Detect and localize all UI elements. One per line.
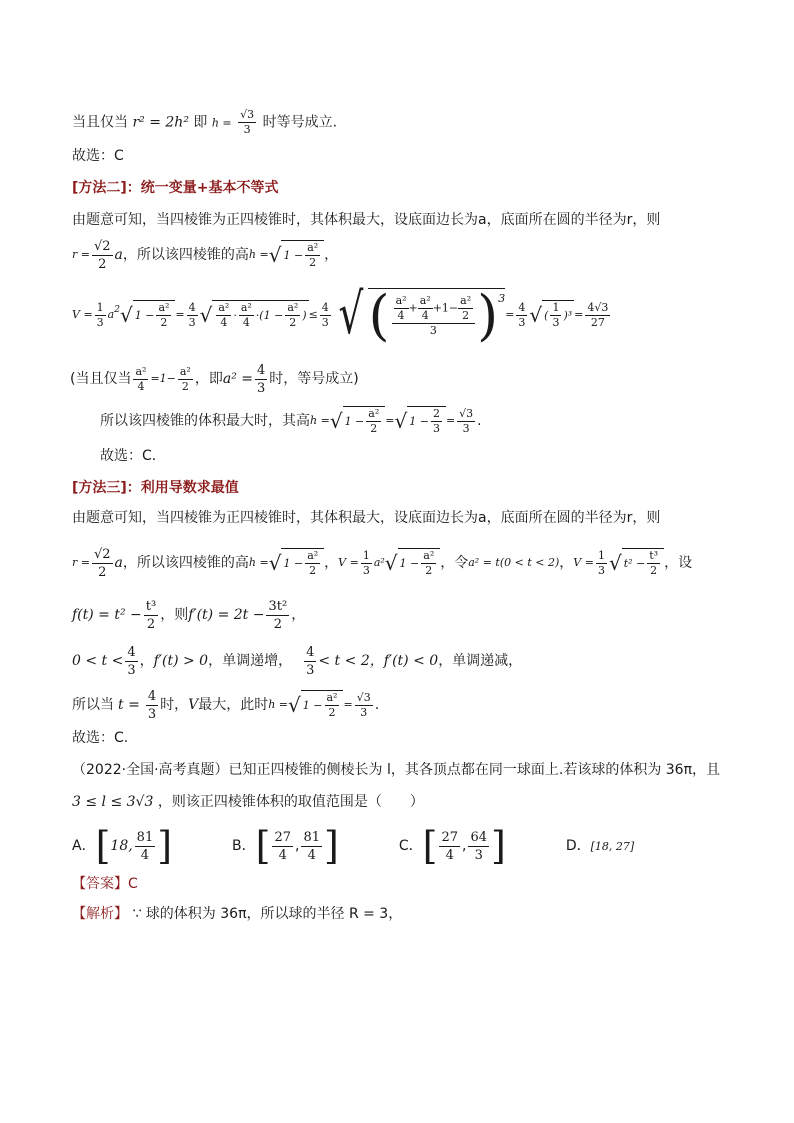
sqrt: √ 1 − $\frac{\text{a²}}{2}$ (269, 548, 324, 578)
option-a: A．[18, $\frac{81}{4}$ ] (72, 824, 173, 868)
choice-line: 故选：C. (72, 730, 129, 746)
fraction: $\frac{√3}{3}$ (356, 690, 371, 719)
math: =1− (150, 372, 176, 385)
method-three-heading: [方法三]：利用导数求最值 (72, 480, 239, 496)
answer-label: 【答案】C (72, 876, 138, 892)
text: . (477, 413, 482, 429)
math: = (505, 308, 515, 321)
paragraph: 由题意可知，当四棱锥为正四棱锥时，其体积最大，设底面边长为a，底面所在圆的半径为r，则 (72, 510, 661, 526)
fraction: $\frac{4√3}{27}$ (587, 300, 609, 329)
question-condition (72, 792, 734, 812)
choice-line: 故选：C． (100, 448, 166, 464)
fraction: $\frac{4}{3}$ (256, 362, 266, 396)
text: . (374, 697, 380, 713)
question-text: （2022·全国·高考真题）已知正四棱锥的侧棱长为 l，其各顶点都在同一球面上.若该球的体积为 36π，且 (72, 762, 721, 778)
text: ，则 (160, 607, 189, 623)
sqrt: √ 1 − $\frac{\text{a²}}{2}$ (120, 300, 175, 330)
math: t = (118, 697, 140, 713)
fraction: $\frac{4}{3}$ (518, 300, 526, 329)
choice-line: 故选：C (72, 148, 124, 164)
analysis-line (72, 904, 734, 924)
math: V = (72, 308, 93, 321)
math: 0 < t < (72, 653, 124, 669)
setup-line: r = $\frac{√2}{2}$ a ，所以该四棱锥的高 h = √ 1 − $\frac{\text{a²}}{2}$ ， V = $\frac{1}{3}$ a² √ 1 − $\frac{\text{a²}}{2}$ ，令 a² = t(0 < t < 2) ， V = $\frac{1}{3}$ √ t² − $\frac{\text{t³}}{2}$ ，设 (72, 546, 693, 580)
text: 所以该四棱锥的体积最大时，其高 (100, 413, 310, 429)
fraction: $\frac{1}{3}$ (362, 548, 370, 577)
math: = (175, 308, 185, 321)
option-b: B．[ $\frac{27}{4}$ , $\frac{81}{4}$ ] (232, 824, 339, 868)
fraction: $\frac{4}{3}$ (321, 300, 329, 329)
fraction: $\frac{√2}{2}$ (93, 238, 111, 272)
text: (当且仅当 (70, 371, 132, 387)
math: a² = (222, 371, 253, 387)
math: f(t) = t² − (72, 607, 142, 623)
analysis-text: ∵ 球的体积为 36π，所以球的半径 R = 3， (132, 906, 403, 922)
monotonic-line (72, 644, 734, 678)
paragraph: 由题意可知，当四棱锥为正四棱锥时，其体积最大，设底面边长为a，底面所在圆的半径为r，则 (72, 212, 661, 228)
text: ，单调递增， (208, 653, 293, 669)
math: < t < 2， (318, 653, 384, 669)
text: ， (324, 247, 339, 263)
fraction: $\frac{4}{3}$ (306, 644, 315, 678)
fraction: $\frac{4}{3}$ (188, 300, 196, 329)
text: 所以当 (72, 697, 114, 713)
equality-note-line (70, 362, 734, 396)
text: ，所以该四棱锥的高 (122, 555, 249, 571)
sqrt: √ t² − $\frac{\text{t³}}{2}$ (609, 548, 664, 578)
math: f′(t) < 0 (383, 653, 439, 669)
text: ，设 (664, 555, 693, 571)
fraction: $\frac{√2}{2}$ (93, 546, 111, 580)
text: ，所以该四棱锥的高 (122, 247, 249, 263)
text: ，则该正四棱锥体积的取值范围是（ ） (157, 794, 424, 810)
conclusion-line: 所以当 t = $\frac{4}{3}$ 时， V 最大，此时 h = √ 1 − $\frac{\text{a²}}{2}$ = $\frac{√3}{3}$ . (72, 688, 380, 722)
math: r² = 2h² (132, 114, 189, 131)
math: h = (310, 414, 330, 427)
math: h = (248, 248, 269, 261)
math: V = (338, 556, 359, 569)
fraction: $\frac{√3}{3}$ (459, 406, 474, 435)
equality-condition-line (72, 108, 734, 137)
text: 最大，此时 (198, 697, 269, 713)
text: ，令 (440, 555, 469, 571)
math: f′(t) = 2t − (188, 607, 265, 623)
text: ， (291, 607, 306, 623)
text: 时， (160, 697, 189, 713)
sqrt: √ 1 − $\frac{\text{a²}}{2}$ (288, 690, 343, 720)
math: f′(t) > 0 (153, 653, 209, 669)
height-result-line: 所以该四棱锥的体积最大时，其高 h = √ 1 − $\frac{\text{a²}}{2}$ = √ 1 − $\frac{2}{3}$ = $\frac{√3}{3}$ . (100, 406, 482, 435)
math: h = (211, 116, 232, 130)
fraction: $\frac{\text{a²}}{4}$ (135, 364, 147, 393)
sqrt: √ $\frac{\text{a²}}{4}$ · $\frac{\text{a²}}{4}$ ·(1 − $\frac{\text{a²}}{2}$ ) (199, 301, 307, 329)
fraction: $\frac{1}{3}$ (597, 548, 605, 577)
text: ，即 (194, 371, 223, 387)
text: ， (139, 653, 154, 669)
sqrt: √ 1 − $\frac{2}{3}$ (394, 406, 445, 436)
fraction: $\frac{\text{3t²}}{2}$ (268, 598, 288, 632)
fraction: $\frac{\text{a²}}{2}$ (179, 364, 191, 393)
sqrt: √ ( $\frac{1}{3}$ )³ (529, 301, 573, 329)
math: a² = t(0 < t < 2) (468, 556, 560, 569)
volume-inequality-line: V = $\frac{1}{3}$ $a^2$ √ 1 − $\frac{\text{a²}}{2}$ = $\frac{4}{3}$ √ $\frac{\text{a²}}{4}$ · $\frac{\text{a²}}{4}$ ·(1 − $\frac{\text{a²}}{2}$ ) ≤ $\frac{4}{3}$ √ ( $\frac{\text{a²}}{4}$ + $\frac{\text{a²}}{4}$ +1− $\frac{\text{a²}}{2}$ 3 ) 3 = $\frac{4}{3}$ √ ( $\frac{1}{3}$ )³ = $\frac{4√3}{27}$ (72, 282, 609, 347)
math: $a^2$ (107, 305, 120, 321)
text: ，单调递减， (438, 653, 523, 669)
answer-options (72, 826, 734, 866)
option-d: D．[18, 27] (565, 837, 635, 854)
math: V (188, 697, 199, 713)
text: 时等号成立. (262, 114, 338, 131)
fraction: $\frac{4}{3}$ (127, 644, 136, 678)
math: a (114, 247, 123, 263)
sqrt: √ 1 − $\frac{\text{a²}}{2}$ (385, 548, 440, 578)
math: ≤ (308, 308, 318, 321)
text: 即 (193, 114, 208, 131)
sqrt: √ ( $\frac{\text{a²}}{4}$ + $\frac{\text{a²}}{4}$ +1− $\frac{\text{a²}}{2}$ 3 ) 3 (338, 282, 506, 347)
option-c: C．[ $\frac{27}{4}$ , $\frac{64}{3}$ ] (398, 824, 506, 868)
analysis-tag: 【解析】 (72, 906, 128, 922)
text: 当且仅当 (72, 114, 128, 131)
math: r = (72, 248, 90, 261)
method-two-heading: [方法二]：统一变量+基本不等式 (72, 180, 279, 196)
function-line (72, 598, 734, 632)
fraction: $\frac{4}{3}$ (147, 688, 157, 722)
radius-height-line (72, 238, 734, 272)
sqrt: √ 1 − $\frac{\text{a²}}{2}$ (269, 240, 324, 270)
sqrt: √ 1 − $\frac{\text{a²}}{2}$ (330, 406, 385, 436)
fraction: $\frac{\text{t³}}{2}$ (145, 598, 157, 632)
text: 时，等号成立) (269, 371, 359, 387)
math: 3 ≤ l ≤ 3√3 (72, 794, 154, 810)
fraction: $\frac{√3}{3}$ (240, 108, 255, 136)
fraction: $\frac{1}{3}$ (96, 300, 104, 329)
